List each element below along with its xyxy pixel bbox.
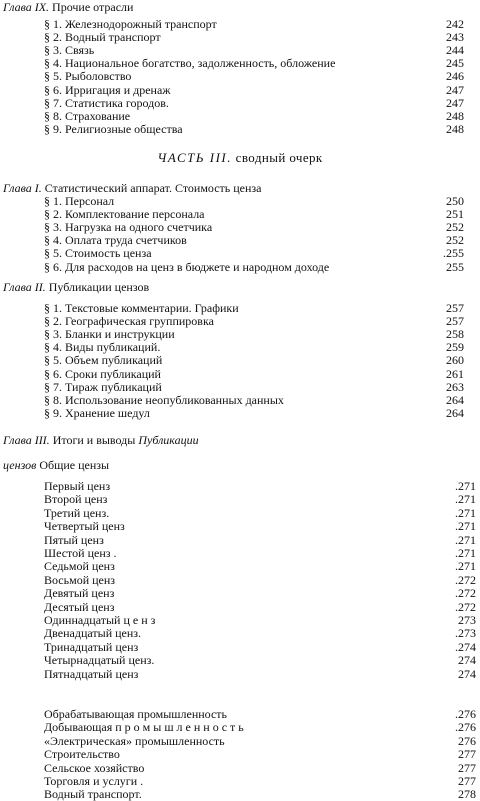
toc-entry-label: Добывающая п р о м ы ш л е н н о с т ь [44, 720, 244, 735]
toc-entry-page: 274 [458, 653, 476, 668]
toc-entry [44, 57, 464, 70]
toc-entry [44, 368, 464, 381]
toc-entry-label: Первый ценз [44, 479, 111, 493]
toc-entry-page: .271 [455, 559, 476, 574]
toc-entry [44, 354, 464, 367]
toc-entry [44, 31, 464, 44]
toc-entry-label: Двенадцатый ценз. [44, 626, 142, 641]
chapter-ix-title: Прочие отрасли [52, 0, 134, 14]
toc-entry-page: 263 [446, 379, 464, 394]
toc-entry-page: .271 [455, 479, 476, 493]
toc-entry [44, 546, 476, 560]
chapter-iii-title-italic: Публикации [138, 433, 199, 447]
toc-entry-page: .271 [455, 532, 476, 547]
toc-entry-page: 259 [446, 340, 464, 355]
toc-entry-label: § 6. Для расходов на ценз в бюджете и народном доходе [44, 259, 330, 274]
toc-entry [44, 394, 464, 407]
toc-entry-page: 260 [446, 353, 464, 368]
toc-entry-label: § 3. Нагрузка на одного счетчика [44, 220, 213, 235]
toc-entry-label: § 8. Страхование [44, 108, 131, 123]
toc-entry-page: 264 [446, 392, 464, 407]
toc-entry-label: § 9. Религиозные общества [44, 121, 183, 136]
toc-entry-label: § 4. Оплата труда счетчиков [44, 233, 187, 248]
toc-entry [44, 341, 464, 354]
toc-entry [44, 613, 476, 627]
toc-entry-page: 274 [458, 666, 476, 681]
part-three-title: сводный очерк [235, 150, 323, 165]
general-censuses-title: Общие цензы [39, 458, 110, 472]
toc-entry-page: 261 [446, 366, 464, 381]
toc-entry [44, 707, 476, 721]
toc-entry-page: .271 [455, 546, 476, 560]
toc-entry-page: 244 [446, 43, 464, 58]
toc-entry-label: § 6. Ирригация и дренаж [44, 82, 171, 97]
toc-entry [44, 407, 464, 420]
toc-entry-page: 277 [458, 747, 476, 762]
toc-entry [44, 774, 476, 788]
toc-entry [44, 302, 464, 315]
toc-entry [44, 519, 476, 534]
toc-entry-label: Четвертый ценз [44, 519, 125, 534]
toc-entry-label: § 7. Тираж публикаций [44, 379, 162, 394]
toc-entry-page: 250 [446, 194, 464, 208]
toc-entry-label: Десятый ценз [44, 599, 115, 614]
toc-entry [44, 559, 476, 574]
toc-entry-label: § 5. Объем публикаций [44, 353, 163, 368]
toc-entry [44, 599, 476, 614]
toc-entry-page: .273 [455, 626, 476, 641]
toc-entry [44, 666, 476, 681]
toc-entry [44, 479, 476, 493]
toc-entry-page: .271 [455, 492, 476, 507]
toc-entry-page: 258 [446, 327, 464, 342]
toc-entry-page: 246 [446, 69, 464, 84]
chapter-i-heading [3, 182, 262, 195]
toc-entry [44, 586, 476, 601]
toc-entry [44, 381, 464, 394]
toc-entry-label: Тринадцатый ценз [44, 639, 139, 654]
toc-entry-label: § 1. Персонал [44, 194, 115, 208]
toc-entry [44, 97, 464, 110]
toc-entry-page: 257 [446, 301, 464, 315]
toc-entry [44, 747, 476, 762]
toc-entry-page: 247 [446, 82, 464, 97]
toc-entry-label: § 4. Национальное богатство, задолженность, обложение [44, 56, 336, 71]
toc-entry-page: 245 [446, 56, 464, 71]
toc-entry-label: § 1. Текстовые комментарии. Графики [44, 301, 239, 315]
toc-entry-page: .272 [455, 599, 476, 614]
toc-entry [44, 123, 464, 136]
toc-entry-page: 273 [458, 613, 476, 627]
toc-entry-page: 257 [446, 314, 464, 329]
toc-entry [44, 639, 476, 654]
chapter-iii-prefix: Глава III. [3, 433, 50, 447]
chapter-iii-heading [3, 434, 199, 447]
toc-entry-label: Второй ценз [44, 492, 108, 507]
toc-entry [44, 234, 464, 247]
toc-entry-page: .276 [455, 720, 476, 735]
toc-entry [44, 208, 464, 221]
chapter-ix-heading [3, 1, 133, 14]
toc-entry [44, 70, 464, 83]
toc-entry-page: .272 [455, 572, 476, 587]
toc-entry-label: § 3. Бланки и инструкции [44, 327, 175, 342]
chapter-ii-prefix: Глава II. [3, 280, 46, 294]
toc-entry-label: Седьмой ценз [44, 559, 115, 574]
toc-entry-label: § 9. Хранение шедул [44, 405, 150, 420]
toc-entry [44, 195, 464, 208]
toc-entry-page: 255 [446, 259, 464, 274]
toc-entry-page: 247 [446, 95, 464, 110]
toc-entry-label: Строительство [44, 747, 120, 762]
toc-entry [44, 492, 476, 507]
toc-entry [44, 44, 464, 57]
toc-entry-page: 252 [446, 233, 464, 248]
toc-entry-label: § 3. Связь [44, 43, 95, 58]
toc-entry-label: Пятый ценз [44, 532, 104, 547]
toc-entry-label: § 8. Использование неопубликованных данных [44, 392, 284, 407]
toc-entry-page: 276 [458, 733, 476, 748]
toc-entry-label: Шестой ценз . [44, 546, 117, 560]
toc-entry-label: Четырнадцатый ценз. [44, 653, 155, 668]
chapter-iii-title: Итоги и выводы [52, 433, 136, 447]
toc-entry-page: 248 [446, 121, 464, 136]
toc-entry-page: 243 [446, 30, 464, 45]
toc-entry-label: Девятый ценз [44, 586, 115, 601]
toc-entry [44, 261, 464, 274]
toc-entry [44, 760, 476, 775]
general-censuses-prefix: цензов [3, 458, 37, 472]
toc-entry-page: .276 [455, 707, 476, 721]
chapter-i-prefix: Глава I. [3, 181, 42, 195]
toc-entry-label: § 2. Географическая группировка [44, 314, 214, 329]
toc-entry-label: Пятнадцатый ценз [44, 666, 139, 681]
toc-entry [44, 315, 464, 328]
toc-entry-page: 242 [446, 17, 464, 31]
toc-entry [44, 720, 476, 735]
chapter-ii-title: Публикации цензов [48, 280, 150, 294]
toc-entry [44, 653, 476, 668]
toc-entry-label: «Электрическая» промышленность [44, 733, 225, 748]
toc-entry-label: § 4. Виды публикаций. [44, 340, 161, 355]
toc-entry [44, 505, 476, 520]
toc-entry-page: 277 [458, 774, 476, 788]
toc-entry-page: 277 [458, 760, 476, 775]
toc-entry-label: § 5. Стоимость ценза [44, 246, 152, 261]
toc-entry-page: .271 [455, 505, 476, 520]
toc-entry [44, 572, 476, 587]
toc-entry-page: 252 [446, 220, 464, 235]
toc-entry-label: § 2. Комплектование персонала [44, 207, 205, 222]
toc-entry-page: 248 [446, 108, 464, 123]
toc-entry-label: § 1. Железнодорожный транспорт [44, 17, 217, 31]
toc-entry-page: 278 [458, 787, 476, 801]
toc-entry [44, 328, 464, 341]
chapter-ii-heading [3, 281, 149, 294]
toc-entry-label: Восьмой ценз [44, 572, 116, 587]
toc-entry-label: Одиннадцатый ц е н з [44, 613, 156, 627]
chapter-ix-prefix: Глава IX. [3, 0, 50, 14]
toc-entry-label: Водный транспорт. [44, 787, 142, 801]
toc-entry-page: .255 [443, 246, 464, 261]
toc-entry [44, 18, 464, 31]
toc-entry [44, 110, 464, 123]
toc-entry-label: § 2. Водный транспорт [44, 30, 161, 45]
toc-entry-label: § 7. Статистика городов. [44, 95, 169, 110]
toc-entry [44, 84, 464, 97]
toc-entry-page: 264 [446, 405, 464, 420]
toc-entry-label: § 5. Рыболовство [44, 69, 132, 84]
toc-entry [44, 733, 476, 748]
toc-entry [44, 787, 476, 801]
toc-entry-label: Третий ценз. [44, 505, 110, 520]
toc-entry [44, 221, 464, 234]
toc-entry-page: .271 [455, 519, 476, 534]
toc-entry [44, 626, 476, 641]
toc-entry-label: Сельское хозяйство [44, 760, 145, 775]
toc-entry-page: 251 [446, 207, 464, 222]
general-censuses-heading [3, 459, 109, 472]
toc-entry-page: .272 [455, 586, 476, 601]
toc-entry [44, 532, 476, 547]
toc-entry-page: .274 [455, 639, 476, 654]
toc-entry-label: Обрабатывающая промышленность [44, 707, 227, 721]
toc-entry-label: § 6. Сроки публикаций [44, 366, 161, 381]
toc-entry [44, 247, 464, 260]
toc-entry-label: Торговля и услуги . [44, 774, 144, 788]
chapter-i-title: Статистический аппарат. Стоимость ценза [44, 181, 262, 195]
part-three-heading [0, 152, 480, 165]
part-three-prefix: ЧАСТЬ III. [157, 150, 233, 165]
